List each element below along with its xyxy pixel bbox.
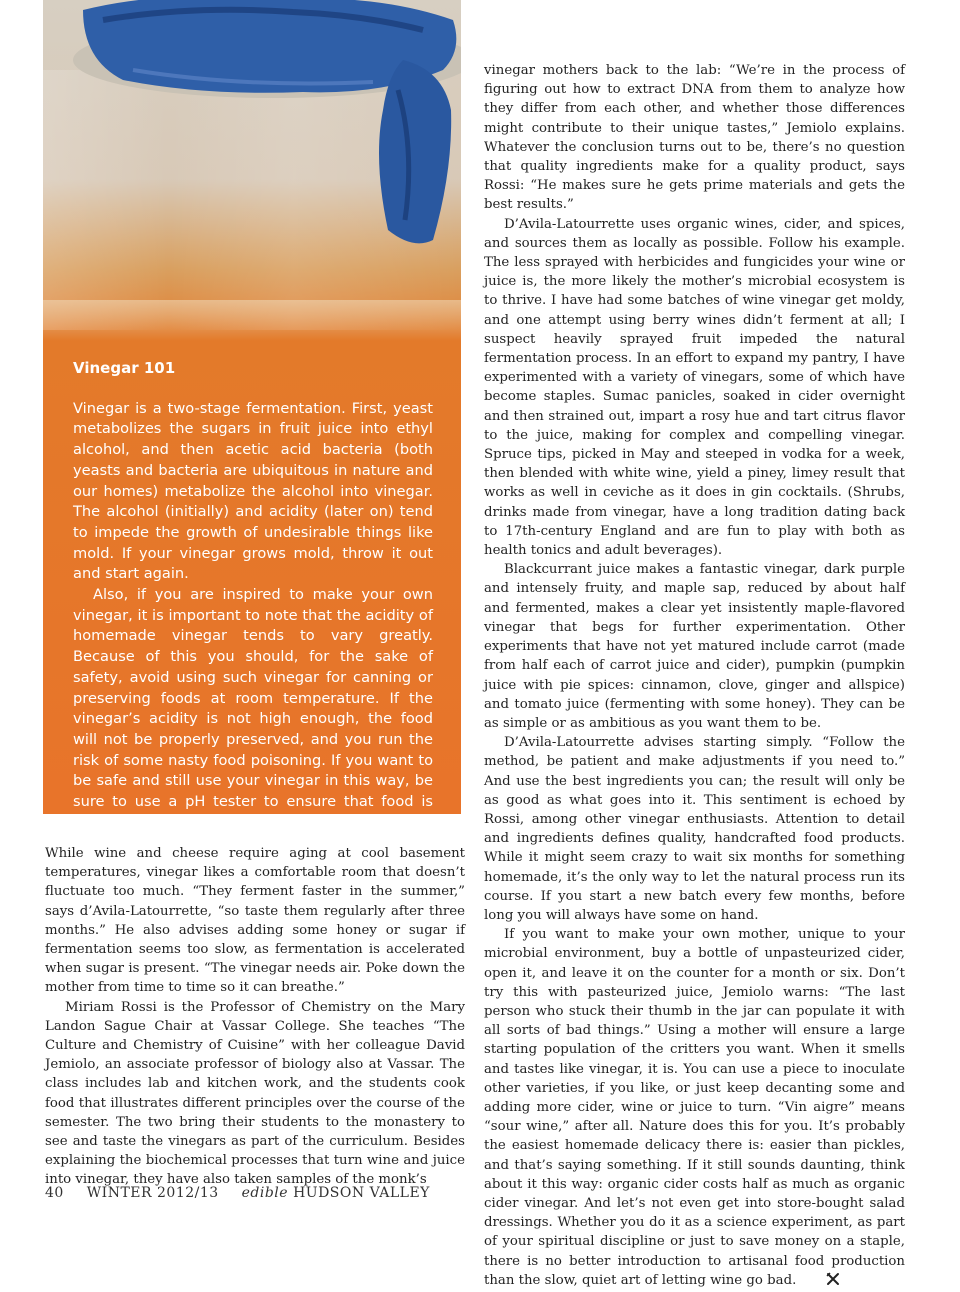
body-paragraph: D’Avila-Latourrette advises starting simply. “Follow the method, be patient and make adjustments if you need to.” And use the best ingredients you can; the result will only be as good as what goes into it. This sentiment is echoed by Rossi, among other vinegar enthusiasts. Attention to detail and ingredients defines quality, handcrafted food products. While it might seem crazy to wait six months for something homemade, it’s the only way to let the natural process run its course. If you start a new batch every few months, before long you will always have some on hand. <box>484 735 905 923</box>
issue-label: WINTER 2012/13 <box>86 1185 219 1201</box>
sidebar-vinegar-101 <box>73 358 433 833</box>
body-paragraph <box>484 925 905 1292</box>
brand-name: HUDSON VALLEY <box>293 1185 430 1201</box>
sidebar-paragraph: Vinegar is a two-stage fermentation. First, yeast metabolizes the sugars in fruit juice into ethyl alcohol, and then acetic acid bacteria (both yeasts and bacteria are ubiquitous in nature and our homes) metabolize the alcohol into vinegar. The alcohol (initially) and acidity (later on) tend to impede the growth of undesirable things like mold. If your vinegar grows mold, throw it out and start again. <box>73 399 433 583</box>
body-paragraph: Blackcurrant juice makes a fantastic vinegar, dark purple and intensely fruity, and maple sap, reduced by about half and fermented, makes a clear yet insistently maple-flavored vinegar that begs for further experimentation. Other experiments that have not yet matured include carrot (made from half each of carrot juice and cider), pumpkin (pumpkin juice with pie spices: cinnamon, clove, ginger and allspice) and tomato juice (fermenting with some honey). They can be as simple or as ambitious as you want them to be. <box>484 562 905 731</box>
sidebar-title: Vinegar 101 <box>73 359 176 377</box>
page-footer <box>45 1185 448 1201</box>
brand-italic: edible <box>241 1185 289 1201</box>
page-number: 40 <box>45 1185 64 1201</box>
jar-mother-layer <box>43 300 461 340</box>
body-paragraph: vinegar mothers back to the lab: “We’re in the process of figuring out how to extract DNA from them to analyze how they differ from each other, and whether those differences might contribute to their unique tastes,” Jemiolo explains. Whatever the conclusion turns out to be, there’s no question that quality ingredients make for a quality product, says Rossi: “He makes sure he gets prime materials and gets the best results.” <box>484 63 905 213</box>
blue-cloth-cover-icon <box>43 0 461 260</box>
left-column <box>45 844 465 1190</box>
body-paragraph-text: If you want to make your own mother, unique to your microbial environment, buy a bottle of unpasteurized cider, open it, and leave it on the counter for a month or six. Don’t try this with pasteurized juice, Jemiolo warns: “The last person who stuck their thumb in the jar can populate it with all sorts of bad things.” Using a mother will ensure a large starting population of the critters you want. When it smells and tastes like vinegar, it is. You can use a piece to inoculate other varieties, if you like, or just keep decanting some and adding more cider, wine or juice to turn. “Vin aigre” means “sour wine,” after all. Nature does this for you. It’s probably the easiest homemade delicacy there is: easier than pickles, and that’s saying something. If it still sounds daunting, think about it this way: organic cider costs half as much as organic cider vinegar. And let’s not even get into store-bought salad dressings. Whether you do it as a science experiment, as part of your spiritual discipline or just to save money on a staple, there is no better introduction to artisanal food production than the slow, quiet art of letting wine go bad. <box>484 927 905 1288</box>
sidebar-paragraph: Also, if you are inspired to make your own vinegar, it is important to note that the acidity of homemade vinegar tends to vary greatly. Because of this you should, for the sake of safety, avoid using such vinegar for canning or preserving foods at room temperature. If the vinegar’s acidity is not high enough, the food will not be properly preserved, and you run the risk of some nasty food poisoning. If you want to be safe and still use your vinegar in this way, be sure to use a pH tester to ensure that food is sufficiently acidic before canning it. <box>73 586 433 831</box>
body-paragraph: Miriam Rossi is the Professor of Chemistry on the Mary Landon Sague Chair at Vassar College. She teaches “The Culture and Chemistry of Cuisine” with her colleague David Jemiolo, an associate professor of biology also at Vassar. The class includes lab and kitchen work, and the students cook food that illustrates different principles over the course of the semester. The two bring their students to the monastery to see and taste the vinegars as part of the curriculum. Besides explaining the biochemical processes that turn wine and juice into vinegar, they have also taken samples of the monk’s <box>45 999 465 1188</box>
body-paragraph: D’Avila-Latourrette uses organic wines, cider, and spices, and sources them as locally as possible. Follow his example. The less sprayed with herbicides and fungicides your wine or juice is, the more likely the mother’s microbial ecosystem is to thrive. I have had some batches of wine vinegar get moldy, and one attempt using berry wines didn’t ferment at all; I suspect heavily sprayed fruit impeded the natural fermentation process. In an effort to expand my pantry, I have experimented with a variety of vinegars, some of which have become staples. Sumac panicles, soaked in cider overnight and then strained out, impart a rosy hue and tart citrus flavor to the juice, making for complex and compelling vinegar. Spruce tips, picked in May and steeped in vodka for a week, then blended with white wine, yield a piney, limey result that works as well in ceviche as it does in gin cocktails. (Shrubs, drinks made from vinegar, have a long tradition dating back to 17th-century England and are fun to play with both as health tonics and adult beverages). <box>484 216 905 559</box>
fork-knife-end-icon <box>806 1272 840 1292</box>
body-paragraph: While wine and cheese require aging at cool basement temperatures, vinegar likes a comfortable room that doesn’t fluctuate too much. “They ferment faster in the summer,” says d’Avila-Latourrette, “so taste them regularly after three months.” He also advises adding some honey or sugar if fermentation seems too slow, as fermentation is accelerated when sugar is present. “The vinegar needs air. Poke down the mother from time to time so it can breathe.” <box>45 846 465 996</box>
right-column <box>484 61 905 1292</box>
